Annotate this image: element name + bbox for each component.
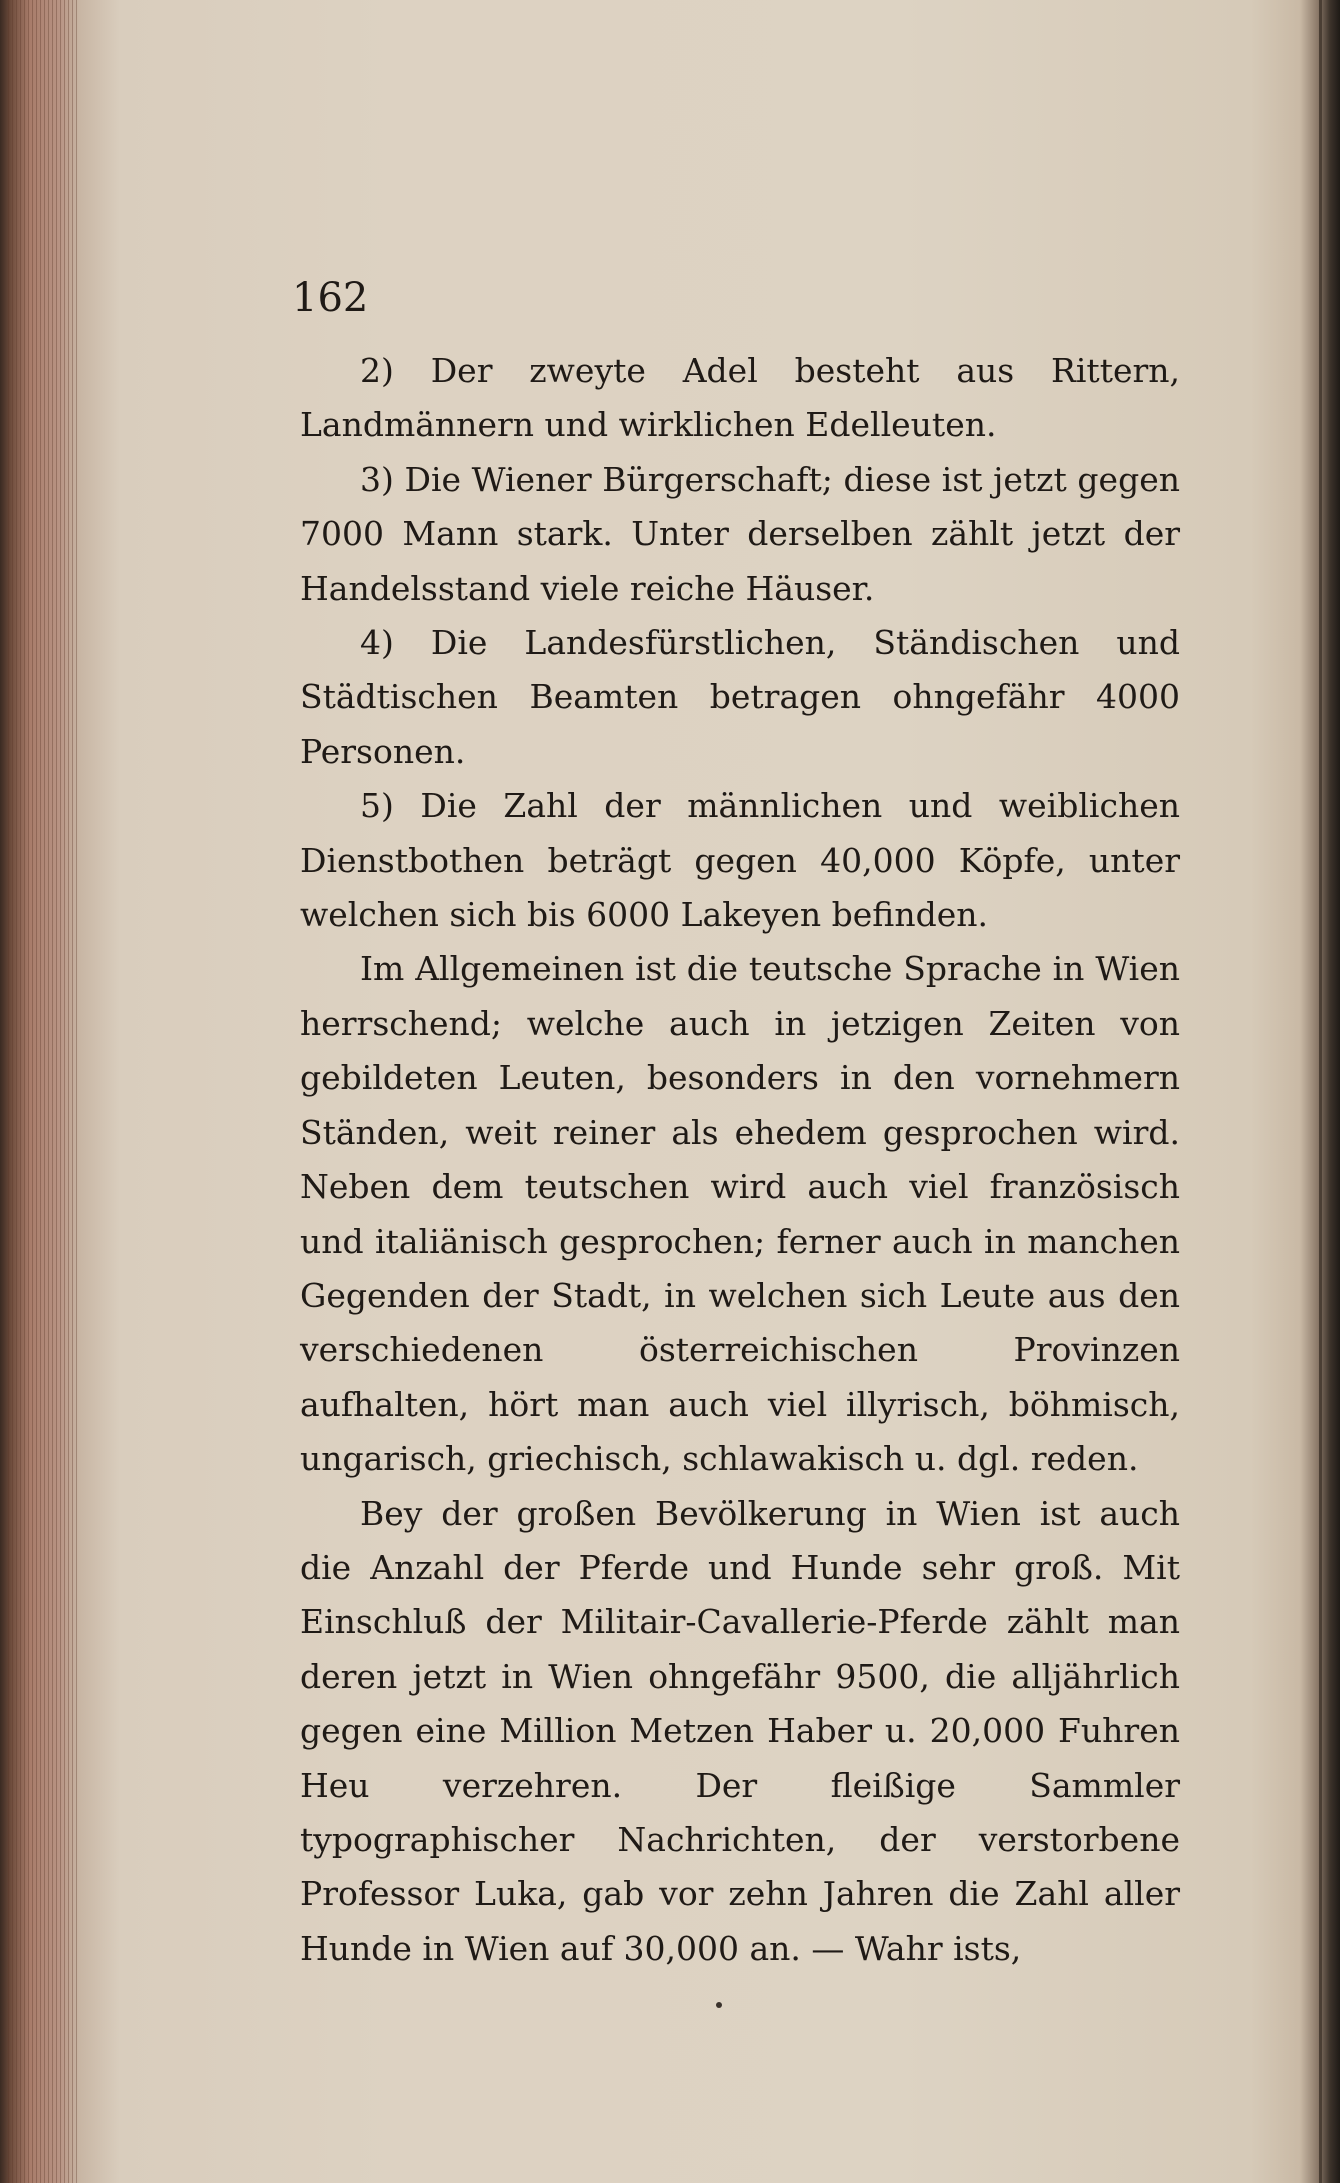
- paragraph-horses-dogs: Bey der großen Bevölkerung in Wien ist auch die Anzahl der Pferde und Hunde sehr groß. Mit Einschluß der Militair-Cavallerie-Pferde zählt man deren jetzt in Wien ohngefähr 9500, die alljährlich gegen eine Million Metzen Haber u. 20,000 Fuhren Heu verzehren. Der fleißige Sammler typographischer Nachrichten, der verstorbene Professor Luka, gab vor zehn Jahren die Zahl aller Hunde in Wien auf 30,000 an. — Wahr ists,: [300, 1493, 1180, 1968]
- paragraph-servants: 5) Die Zahl der männlichen und weiblichen Dienstbothen beträgt gegen 40,000 Köpfe, unter welchen sich bis 6000 Lakeyen befinden.: [300, 786, 1180, 935]
- page-stack-edge: [8, 0, 78, 2183]
- page-number: 162: [292, 275, 369, 321]
- paragraph-nobility: 2) Der zweyte Adel besteht aus Rittern, Landmännern und wirklichen Edelleuten.: [300, 351, 1180, 445]
- paragraph-language: Im Allgemeinen ist die teutsche Sprache in Wien herrschend; welche auch in jetzigen Zeiten von gebildeten Leuten, besonders in den vornehmern Ständen, weit reiner als ehedem gesprochen wird. Neben dem teutschen wird auch viel französisch und italiänisch gesprochen; ferner auch in manchen Gegenden der Stadt, in welchen sich Leute aus den verschiedenen österreichischen Provinzen aufhalten, hört man auch viel illyrisch, böhmisch, ungarisch, griechisch, schlawakisch u. dgl. reden.: [300, 949, 1180, 1479]
- page-text-block: [292, 270, 1180, 1976]
- ink-spot: [716, 2002, 722, 2008]
- binding-edge: [1319, 0, 1322, 2183]
- paragraph-citizenry: 3) Die Wiener Bürgerschaft; diese ist jetzt gegen 7000 Mann stark. Unter derselben zählt jetzt der Handelsstand viele reiche Häuser.: [300, 459, 1180, 608]
- paragraph-officials: 4) Die Landesfürstlichen, Ständischen und Städtischen Beamten betragen ohngefähr 4000 Personen.: [300, 623, 1180, 771]
